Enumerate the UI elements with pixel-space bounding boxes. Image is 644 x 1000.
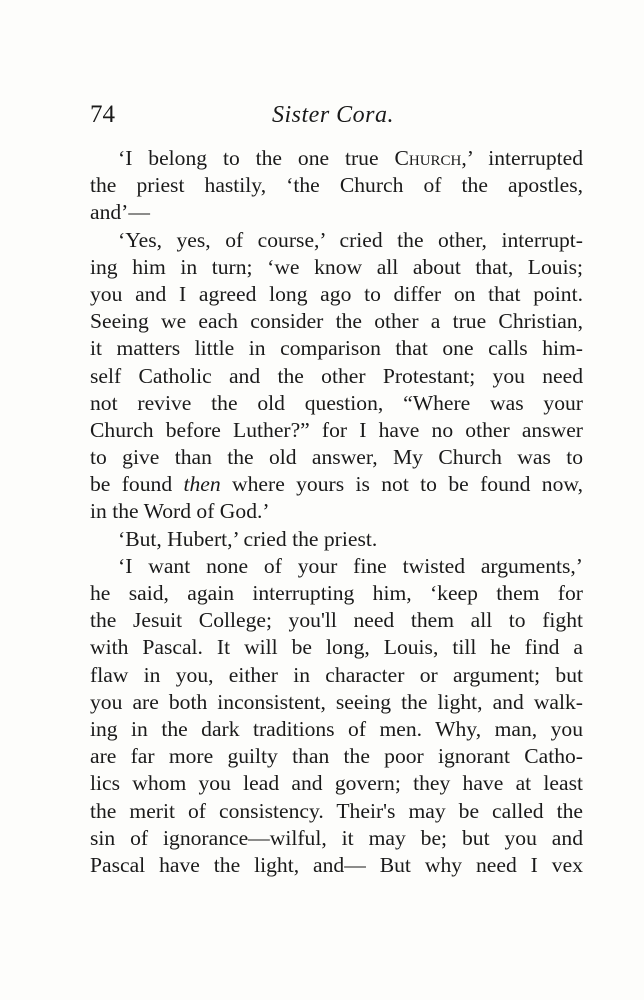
text-line: the Jesuit College; you'll need them all to fight xyxy=(90,608,583,633)
text-line: it matters little in comparison that one calls him- xyxy=(90,336,583,361)
text-line: lics whom you lead and govern; they have at least xyxy=(90,771,583,796)
text-line: Pascal have the light, and— But why need I vex xyxy=(90,852,583,877)
text-line: to give than the old answer, My Church was to xyxy=(90,445,583,470)
page-number: 74 xyxy=(90,101,115,128)
text-line: you and I agreed long ago to differ on that point. xyxy=(90,281,583,306)
text-line: you are both inconsistent, seeing the light, and walk- xyxy=(90,689,583,714)
text-line: flaw in you, either in character or argument; but xyxy=(90,662,583,687)
text-line: are far more guilty than the poor ignorant Catho- xyxy=(90,744,583,769)
text-line: ing him in turn; ‘we know all about that, Louis; xyxy=(90,254,583,279)
text-line: ‘But, Hubert,’ cried the priest. xyxy=(118,526,378,551)
text-line: the priest hastily, ‘the Church of the apostles, xyxy=(90,173,583,198)
text-line: self Catholic and the other Protestant; you need xyxy=(90,363,583,388)
text-line: the merit of consistency. Their's may be called the xyxy=(90,798,583,823)
text-line: be found then where yours is not to be found now, xyxy=(90,472,583,497)
text-line: sin of ignorance—wilful, it may be; but you and xyxy=(90,825,583,850)
text-line: ‘I belong to the one true Church,’ interrupted xyxy=(118,146,583,170)
text-line: and’— xyxy=(90,200,150,225)
text-line: not revive the old question, “Where was your xyxy=(90,390,583,415)
text-line: he said, again interrupting him, ‘keep them for xyxy=(90,581,583,605)
text-line: ing in the dark traditions of men. Why, man, you xyxy=(90,716,583,741)
text-line: in the Word of God.’ xyxy=(90,499,270,524)
running-title: Sister Cora. xyxy=(272,102,395,128)
page-header xyxy=(90,98,570,132)
text-line: Church before Luther?” for I have no other answer xyxy=(90,417,583,442)
text-line: Seeing we each consider the other a true Christian, xyxy=(90,309,583,334)
text-line: ‘Yes, yes, of course,’ cried the other, interrupt- xyxy=(118,227,583,252)
body-text xyxy=(90,145,583,879)
text-line: ‘I want none of your fine twisted arguments,’ xyxy=(118,553,583,578)
text-line: with Pascal. It will be long, Louis, till he find a xyxy=(90,635,583,660)
